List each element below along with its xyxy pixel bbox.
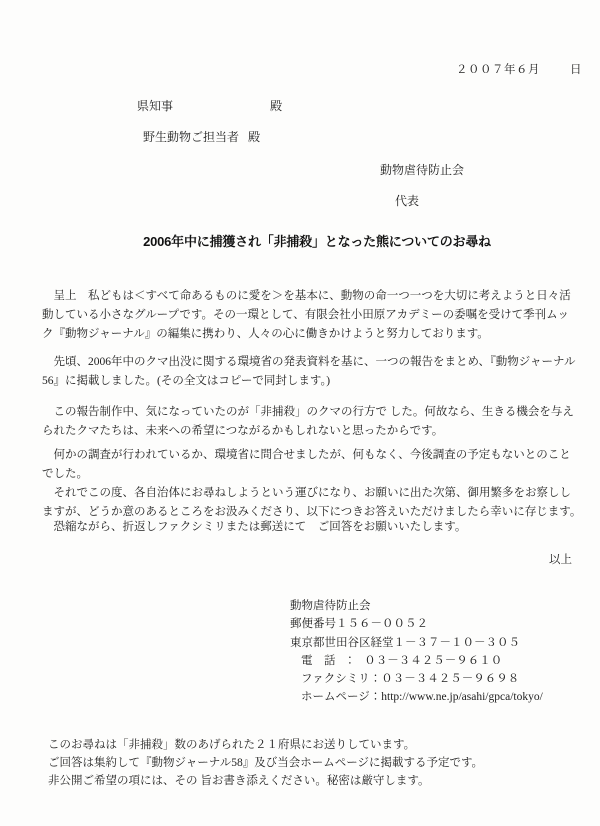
sender-representative-label: 代表 xyxy=(395,194,420,208)
footer-notes: このお尋ねは「非捕殺」数のあげられた２１府県にお送りしています。 ご回答は集約して『動物ジャーナル58』及び当会ホームページに掲載する予定です。 非公開ご希望の項には、その 旨お書き添えください。秘密は厳守します。 xyxy=(48,739,484,787)
signature-organization: 動物虐待防止会 xyxy=(290,600,371,612)
recipient-wildlife-officer xyxy=(143,128,260,145)
recipient-officer-name: 野生動物ご担当者 xyxy=(143,130,240,144)
date-value: ２００７年６月 xyxy=(456,64,540,76)
paragraph-introduction: 呈上 私どもは＜すべて命あるものに愛を＞を基本に、動物の命一つ一つを大切に考えようと日々活 動している小さなグループです。その一環として、有限会社小田原アカデミーの委嘱を受けて季刊ムッ ク『動物ジャーナル』の編集に携わり、人々の心に働きかけようと努力しております。 xyxy=(42,290,571,340)
paragraph-report-published: 先頃、2006年中のクマ出没に関する環境省の発表資料を基に、一つの報告をまとめ、『動物ジャーナル 56』に掲載しました。(その全文はコピーで同封します。) xyxy=(42,356,576,387)
signature-phone: 電 話 ： ０３－３４２５－９６１０ xyxy=(301,654,503,667)
recipient-governor-honorific: 殿 xyxy=(270,99,283,113)
signature-block xyxy=(290,597,543,707)
signature-address: 東京都世田谷区経堂１－３７－１０－３０５ xyxy=(290,636,520,649)
paragraph-request-to-municipalities: それでこの度、各自治体にお尋ねしようという運びになり、お願いに出た次第、御用繁多をお察しし ますが、どうか意のあるところをお汲みくださり、以下につきお答えいただけましたら幸いに存じます。 xyxy=(42,487,582,518)
paragraph-concern-bears: この報告制作中、気になっていたのが「非捕殺」のクマの行方で した。何故なら、生きる機会を与え られたクマたちは、未来への希望につながるかもしれないと思ったからです。 xyxy=(42,406,574,437)
sender-organization: 動物虐待防止会 xyxy=(380,163,465,177)
letter-title: 2006年中に捕獲され「非捕殺」となった熊についてのお尋ね xyxy=(143,234,491,249)
recipient-prefectural-governor xyxy=(137,97,282,114)
paragraph-reply-request: 恐縮ながら、折返しファクシミリまたは郵送にて ご回答をお願いいたします。 xyxy=(42,521,467,533)
signature-postal-code: 郵便番号１５６－００５２ xyxy=(290,618,428,631)
paragraph-ministry-inquiry: 何かの調査が行われているか、環境省に問合せましたが、何もなく、今後調査の予定もないとのこと でした。 xyxy=(42,449,571,480)
signature-fax: ファクシミリ：０３－３４２５－９６９８ xyxy=(301,673,520,686)
date-day-label: 日 xyxy=(570,64,582,76)
signature-homepage-url: ホームページ：http://www.ne.jp/asahi/gpca/tokyo/ xyxy=(301,691,543,704)
recipient-governor-name: 県知事 xyxy=(137,99,174,113)
date-line xyxy=(456,61,582,77)
recipient-officer-honorific: 殿 xyxy=(248,130,261,144)
closing-ijou: 以上 xyxy=(549,554,572,566)
